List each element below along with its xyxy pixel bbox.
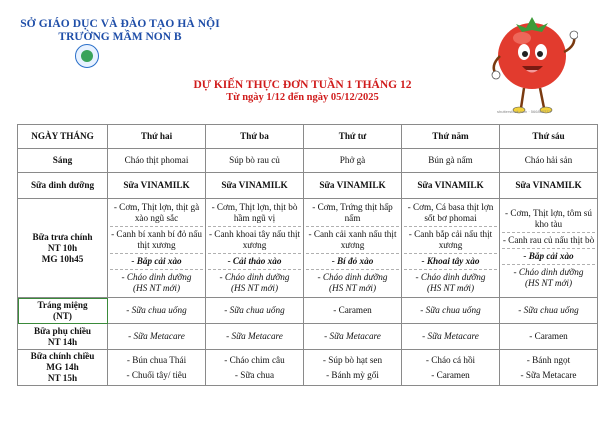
lunch-soup: - Canh khoai tây nấu thịt xương xyxy=(208,227,301,254)
table-cell xyxy=(304,350,402,386)
lunch-porridge: - Cháo dinh dưỡng (HS NT mới) xyxy=(219,272,290,294)
lunch-soup: - Canh bí xanh bí đỏ nấu thịt xương xyxy=(110,227,203,254)
lunch-veg: - Bắp cải xào xyxy=(110,254,203,270)
table-cell xyxy=(402,199,500,298)
lunch-veg: - Bí đỏ xào xyxy=(306,254,399,270)
table-cell: - Caramen xyxy=(304,298,402,324)
lunch-main: - Cơm, Cá basa thịt lợn sốt bơ phomai xyxy=(404,200,497,227)
afternoon-side: - Caramen xyxy=(431,369,470,380)
lunch-main: - Cơm, Thịt lợn, thịt bò hầm ngũ vị xyxy=(208,200,301,227)
afternoon-side: - Bánh mỳ gối xyxy=(326,369,379,380)
table-cell: Bún gà nấm xyxy=(402,149,500,173)
table-cell: - Sữa Metacare xyxy=(304,324,402,350)
lunch-soup: - Canh cải xanh nấu thịt xương xyxy=(306,227,399,254)
table-cell xyxy=(304,199,402,298)
afternoon-dish: - Súp bò hạt sen xyxy=(322,354,383,365)
lunch-porridge: - Cháo dinh dưỡng (HS NT mới) xyxy=(121,272,192,294)
row-label-afternoon-snack: Bữa phụ chiều NT 14h xyxy=(18,324,108,350)
table-cell: Sữa VINAMILK xyxy=(304,173,402,199)
table-cell: Súp bò rau củ xyxy=(206,149,304,173)
table-cell: - Sữa chua uống xyxy=(108,298,206,324)
afternoon-dish: - Cháo chim câu xyxy=(224,354,285,365)
table-cell: - Sữa Metacare xyxy=(402,324,500,350)
table-cell xyxy=(500,350,598,386)
day-header: Thứ ba xyxy=(206,125,304,149)
table-cell: Sữa VINAMILK xyxy=(402,173,500,199)
table-row xyxy=(18,173,598,199)
afternoon-side: - Sữa chua xyxy=(234,369,275,380)
lunch-main: - Cơm, Trứng thịt hấp nấm xyxy=(306,200,399,227)
table-cell: - Sữa chua uống xyxy=(500,298,598,324)
table-header-row xyxy=(18,125,598,149)
school-name: TRƯỜNG MẦM NON B xyxy=(58,31,182,43)
lunch-veg: - Cải thảo xào xyxy=(208,254,301,270)
table-cell: - Sữa Metacare xyxy=(108,324,206,350)
table-cell: - Caramen xyxy=(500,324,598,350)
lunch-soup: - Canh rau củ nấu thịt bò xyxy=(502,233,595,249)
afternoon-dish: - Bánh ngọt xyxy=(526,354,571,365)
tomato-mascot-icon xyxy=(486,8,578,118)
school-logo-icon xyxy=(75,44,99,68)
table-cell: Sữa VINAMILK xyxy=(500,173,598,199)
table-cell xyxy=(206,199,304,298)
table-row xyxy=(18,350,598,386)
lunch-veg: - Bắp cải xào xyxy=(502,249,595,265)
table-cell xyxy=(500,199,598,298)
row-label-dessert: Tráng miệng (NT) xyxy=(18,298,108,324)
table-cell xyxy=(108,199,206,298)
department-name: SỞ GIÁO DỤC VÀ ĐÀO TẠO HÀ NỘI xyxy=(20,18,220,30)
row-label-lunch: Bữa trưa chính NT 10h MG 10h45 xyxy=(18,199,108,298)
table-cell: - Sữa Metacare xyxy=(206,324,304,350)
table-cell xyxy=(402,350,500,386)
day-header: Thứ hai xyxy=(108,125,206,149)
table-cell: Sữa VINAMILK xyxy=(206,173,304,199)
row-label-afternoon-meal: Bữa chính chiều MG 14h NT 15h xyxy=(18,350,108,386)
afternoon-side: - Sữa Metacare xyxy=(520,369,577,380)
day-header: Thứ năm xyxy=(402,125,500,149)
menu-title-block xyxy=(140,79,465,103)
lunch-main: - Cơm, Thịt lợn, thịt gà xào ngũ sắc xyxy=(110,200,203,227)
afternoon-dish: - Bún chua Thái xyxy=(126,354,187,365)
lunch-porridge: - Cháo dinh dưỡng (HS NT mới) xyxy=(415,272,486,294)
weekly-menu-table xyxy=(17,124,598,386)
table-row xyxy=(18,199,598,298)
table-cell: - Sữa chua uống xyxy=(206,298,304,324)
image-credit: shutterstock.com · 566866274 xyxy=(497,109,551,114)
table-cell: - Sữa chua uống xyxy=(402,298,500,324)
lunch-soup: - Canh bắp cải nấu thịt xương xyxy=(404,227,497,254)
lunch-main: - Cơm, Thịt lợn, tôm sú kho tàu xyxy=(502,206,595,233)
table-cell: Cháo hải sản xyxy=(500,149,598,173)
table-cell: Cháo thịt phomai xyxy=(108,149,206,173)
table-cell xyxy=(108,350,206,386)
lunch-porridge: - Cháo dinh dưỡng (HS NT mới) xyxy=(317,272,388,294)
school-block xyxy=(20,18,220,43)
table-row xyxy=(18,324,598,350)
table-row xyxy=(18,149,598,173)
table-cell: Phở gà xyxy=(304,149,402,173)
lunch-porridge: - Cháo dinh dưỡng (HS NT mới) xyxy=(513,266,584,288)
header-label: NGÀY THÁNG xyxy=(18,125,108,149)
table-cell: Sữa VINAMILK xyxy=(108,173,206,199)
afternoon-dish: - Cháo cá hồi xyxy=(425,354,476,365)
menu-title: DỰ KIẾN THỰC ĐƠN TUẦN 1 THÁNG 12 xyxy=(193,79,412,91)
day-header: Thứ sáu xyxy=(500,125,598,149)
lunch-veg: - Khoai tây xào xyxy=(404,254,497,270)
page-header xyxy=(0,0,605,120)
row-label-breakfast: Sáng xyxy=(18,149,108,173)
row-label-milk: Sữa dinh dưỡng xyxy=(18,173,108,199)
day-header: Thứ tư xyxy=(304,125,402,149)
table-row xyxy=(18,298,598,324)
table-cell xyxy=(206,350,304,386)
menu-date-range: Từ ngày 1/12 đến ngày 05/12/2025 xyxy=(226,92,379,103)
afternoon-side: - Chuối tây/ tiêu xyxy=(126,369,187,380)
